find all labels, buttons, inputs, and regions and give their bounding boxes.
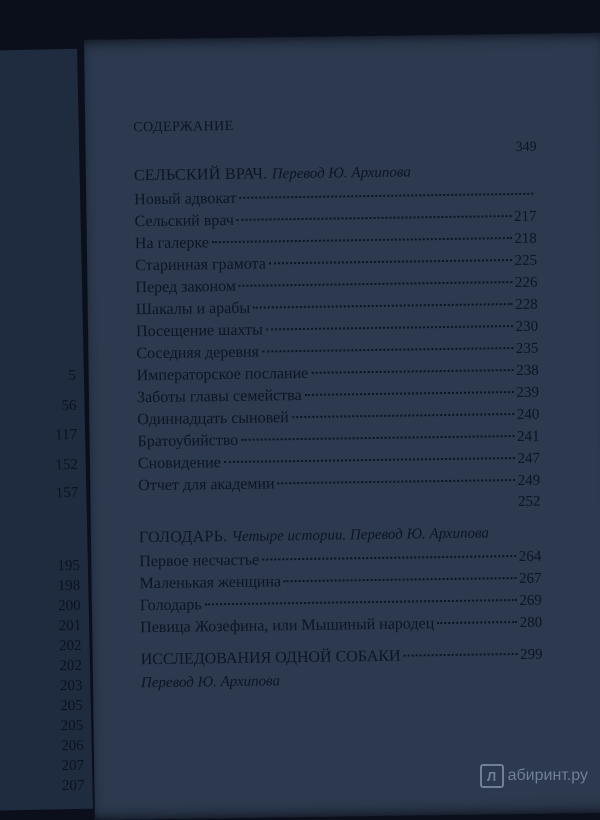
left-page-number: 152 [55, 456, 78, 474]
left-page-number: 200 [58, 597, 81, 615]
toc-entry: Посещение шахты 230 [135, 318, 539, 341]
toc-entry: Сельский врач 217 [134, 208, 537, 231]
toc-entry: Первое несчастье 264 [139, 548, 542, 571]
left-page-number: 207 [61, 757, 85, 775]
labirint-logo-icon: Л [480, 764, 504, 788]
toc-entry: Певица Жозефина, или Мышиный народец 280 [140, 614, 543, 637]
toc-entry: Новый адвокат [134, 186, 536, 214]
toc-entry: Маленькая женщина 267 [139, 570, 542, 593]
watermark-text: абиринт.ру [507, 767, 588, 784]
left-page-number: 117 [54, 426, 78, 444]
toc-entry: Шакалы и арабы 228 [135, 296, 538, 319]
toc-entry: Соседняя деревня 235 [136, 340, 539, 363]
left-page-number: 206 [60, 737, 84, 755]
left-page-number: 203 [59, 677, 83, 695]
left-page-number: 157 [55, 484, 79, 502]
toc-entry: На галерке 218 [134, 230, 537, 253]
section-subtitle-sobaka: Перевод Ю. Архипова [140, 673, 281, 692]
toc-entry: Одиннадцать сыновей 240 [137, 406, 540, 429]
left-page-number: 202 [59, 657, 83, 675]
left-page-number: 205 [60, 697, 83, 715]
running-head: СОДЕРЖАНИЕ [133, 118, 234, 136]
left-page-number: 207 [61, 777, 85, 795]
toc-entry: Перед законом 226 [135, 274, 538, 297]
section-title-golodar: ГОЛОДАРЬ. Четыре истории. Перевод Ю. Архипова [138, 525, 490, 547]
toc-entry: Сновидение 247 [137, 450, 541, 473]
page-number: 349 [515, 139, 537, 155]
toc-entry: Братоубийство 241 [137, 428, 540, 451]
left-page-number: 198 [57, 577, 81, 595]
watermark [480, 764, 588, 788]
section-title-selsky-vrach: СЕЛЬСКИЙ ВРАЧ. Перевод Ю. Архипова [133, 164, 411, 185]
left-page-number: 205 [60, 717, 84, 735]
toc-entry: Голодарь 269 [139, 592, 542, 615]
section-title-sobaka: ИССЛЕДОВАНИЯ ОДНОЙ СОБАКИ 299 [140, 646, 543, 669]
toc-trailing-page: 252 [517, 493, 541, 510]
left-page-number: 195 [57, 557, 81, 575]
toc-entry: Императорское послание 238 [136, 362, 539, 385]
left-page-number: 5 [68, 367, 77, 385]
left-page-number: 201 [58, 617, 82, 635]
toc-entry: Старинная грамота 225 [135, 252, 538, 275]
left-page-number: 56 [61, 397, 77, 415]
toc-entry: Отчет для академии 249 [138, 472, 541, 495]
left-page-number: 202 [58, 637, 82, 655]
book-page [84, 33, 600, 820]
left-page [0, 49, 93, 811]
toc-entry: Заботы главы семейства 239 [136, 384, 540, 407]
